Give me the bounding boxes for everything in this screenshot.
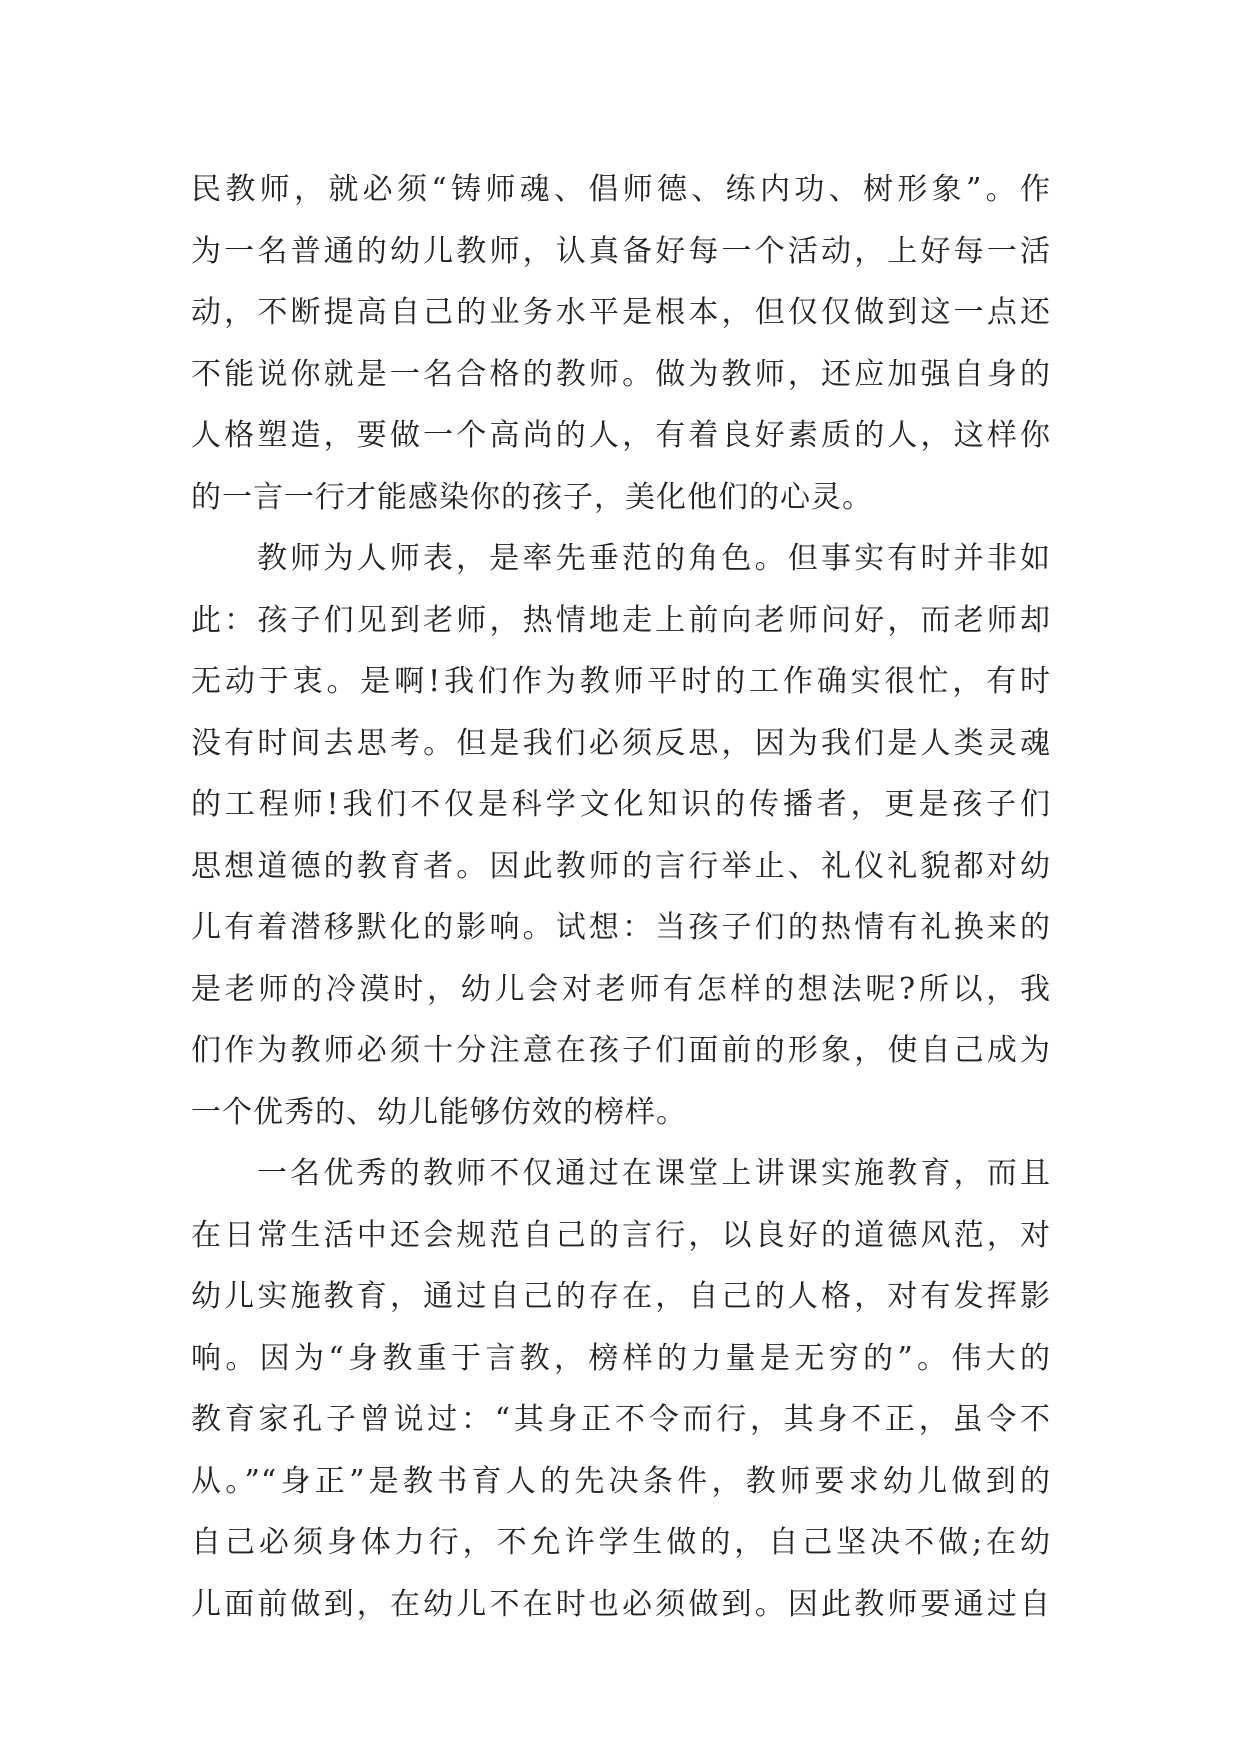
text-line: 无动于衷。是啊!我们作为教师平时的工作确实很忙，有时 [191, 664, 1051, 699]
text-line: 思想道德的教育者。因此教师的言行举止、礼仪礼貌都对幼 [191, 848, 1051, 884]
text-line: 为一名普通的幼儿教师，认真备好每一个活动，上好每一活 [191, 233, 1051, 269]
text-line: 人格塑造，要做一个高尚的人，有着良好素质的人，这样你 [191, 418, 1051, 453]
text-line: 的工程师!我们不仅是科学文化知识的传播者，更是孩子们 [191, 787, 1051, 822]
text-line: 动，不断提高自己的业务水平是根本，但仅仅做到这一点还 [191, 295, 1051, 330]
body-text [191, 159, 1051, 1635]
text-line: 不能说你就是一名合格的教师。做为教师，还应加强自身的 [191, 356, 1051, 392]
text-line: 幼儿实施教育，通过自己的存在，自己的人格，对有发挥影 [191, 1279, 1051, 1314]
text-line: 儿有着潜移默化的影响。试想：当孩子们的热情有礼换来的 [191, 910, 1051, 945]
text-line: 此：孩子们见到老师，热情地走上前向老师问好，而老师却 [191, 602, 1051, 638]
text-line: 从。”“身正”是教书育人的先决条件，教师要求幼儿做到的 [191, 1463, 1051, 1499]
text-line: 们作为教师必须十分注意在孩子们面前的形象，使自己成为 [191, 1033, 1051, 1068]
text-line: 教育家孔子曾说过：“其身正不令而行，其身不正，虽令不 [191, 1402, 1051, 1437]
text-line: 没有时间去思考。但是我们必须反思，因为我们是人类灵魂 [191, 725, 1051, 761]
text-line: 响。因为“身教重于言教，榜样的力量是无穷的”。伟大的 [191, 1340, 1051, 1376]
text-line: 民教师，就必须“铸师魂、倡师德、练内功、树形象”。作 [191, 172, 1051, 207]
text-line: 的一言一行才能感染你的孩子，美化他们的心灵。 [191, 479, 873, 515]
text-line: 儿面前做到，在幼儿不在时也必须做到。因此教师要通过自 [191, 1586, 1051, 1622]
text-line: 自己必须身体力行，不允许学生做的，自己坚决不做;在幼 [191, 1525, 1051, 1560]
text-line: 一个优秀的、幼儿能够仿效的榜样。 [191, 1094, 687, 1130]
text-line: 教师为人师表，是率先垂范的角色。但事实有时并非如 [257, 541, 1051, 576]
text-line: 在日常生活中还会规范自己的言行，以良好的道德风范，对 [191, 1217, 1051, 1253]
text-line: 一名优秀的教师不仅通过在课堂上讲课实施教育，而且 [257, 1156, 1051, 1191]
text-line: 是老师的冷漠时，幼儿会对老师有怎样的想法呢?所以，我 [191, 971, 1051, 1007]
